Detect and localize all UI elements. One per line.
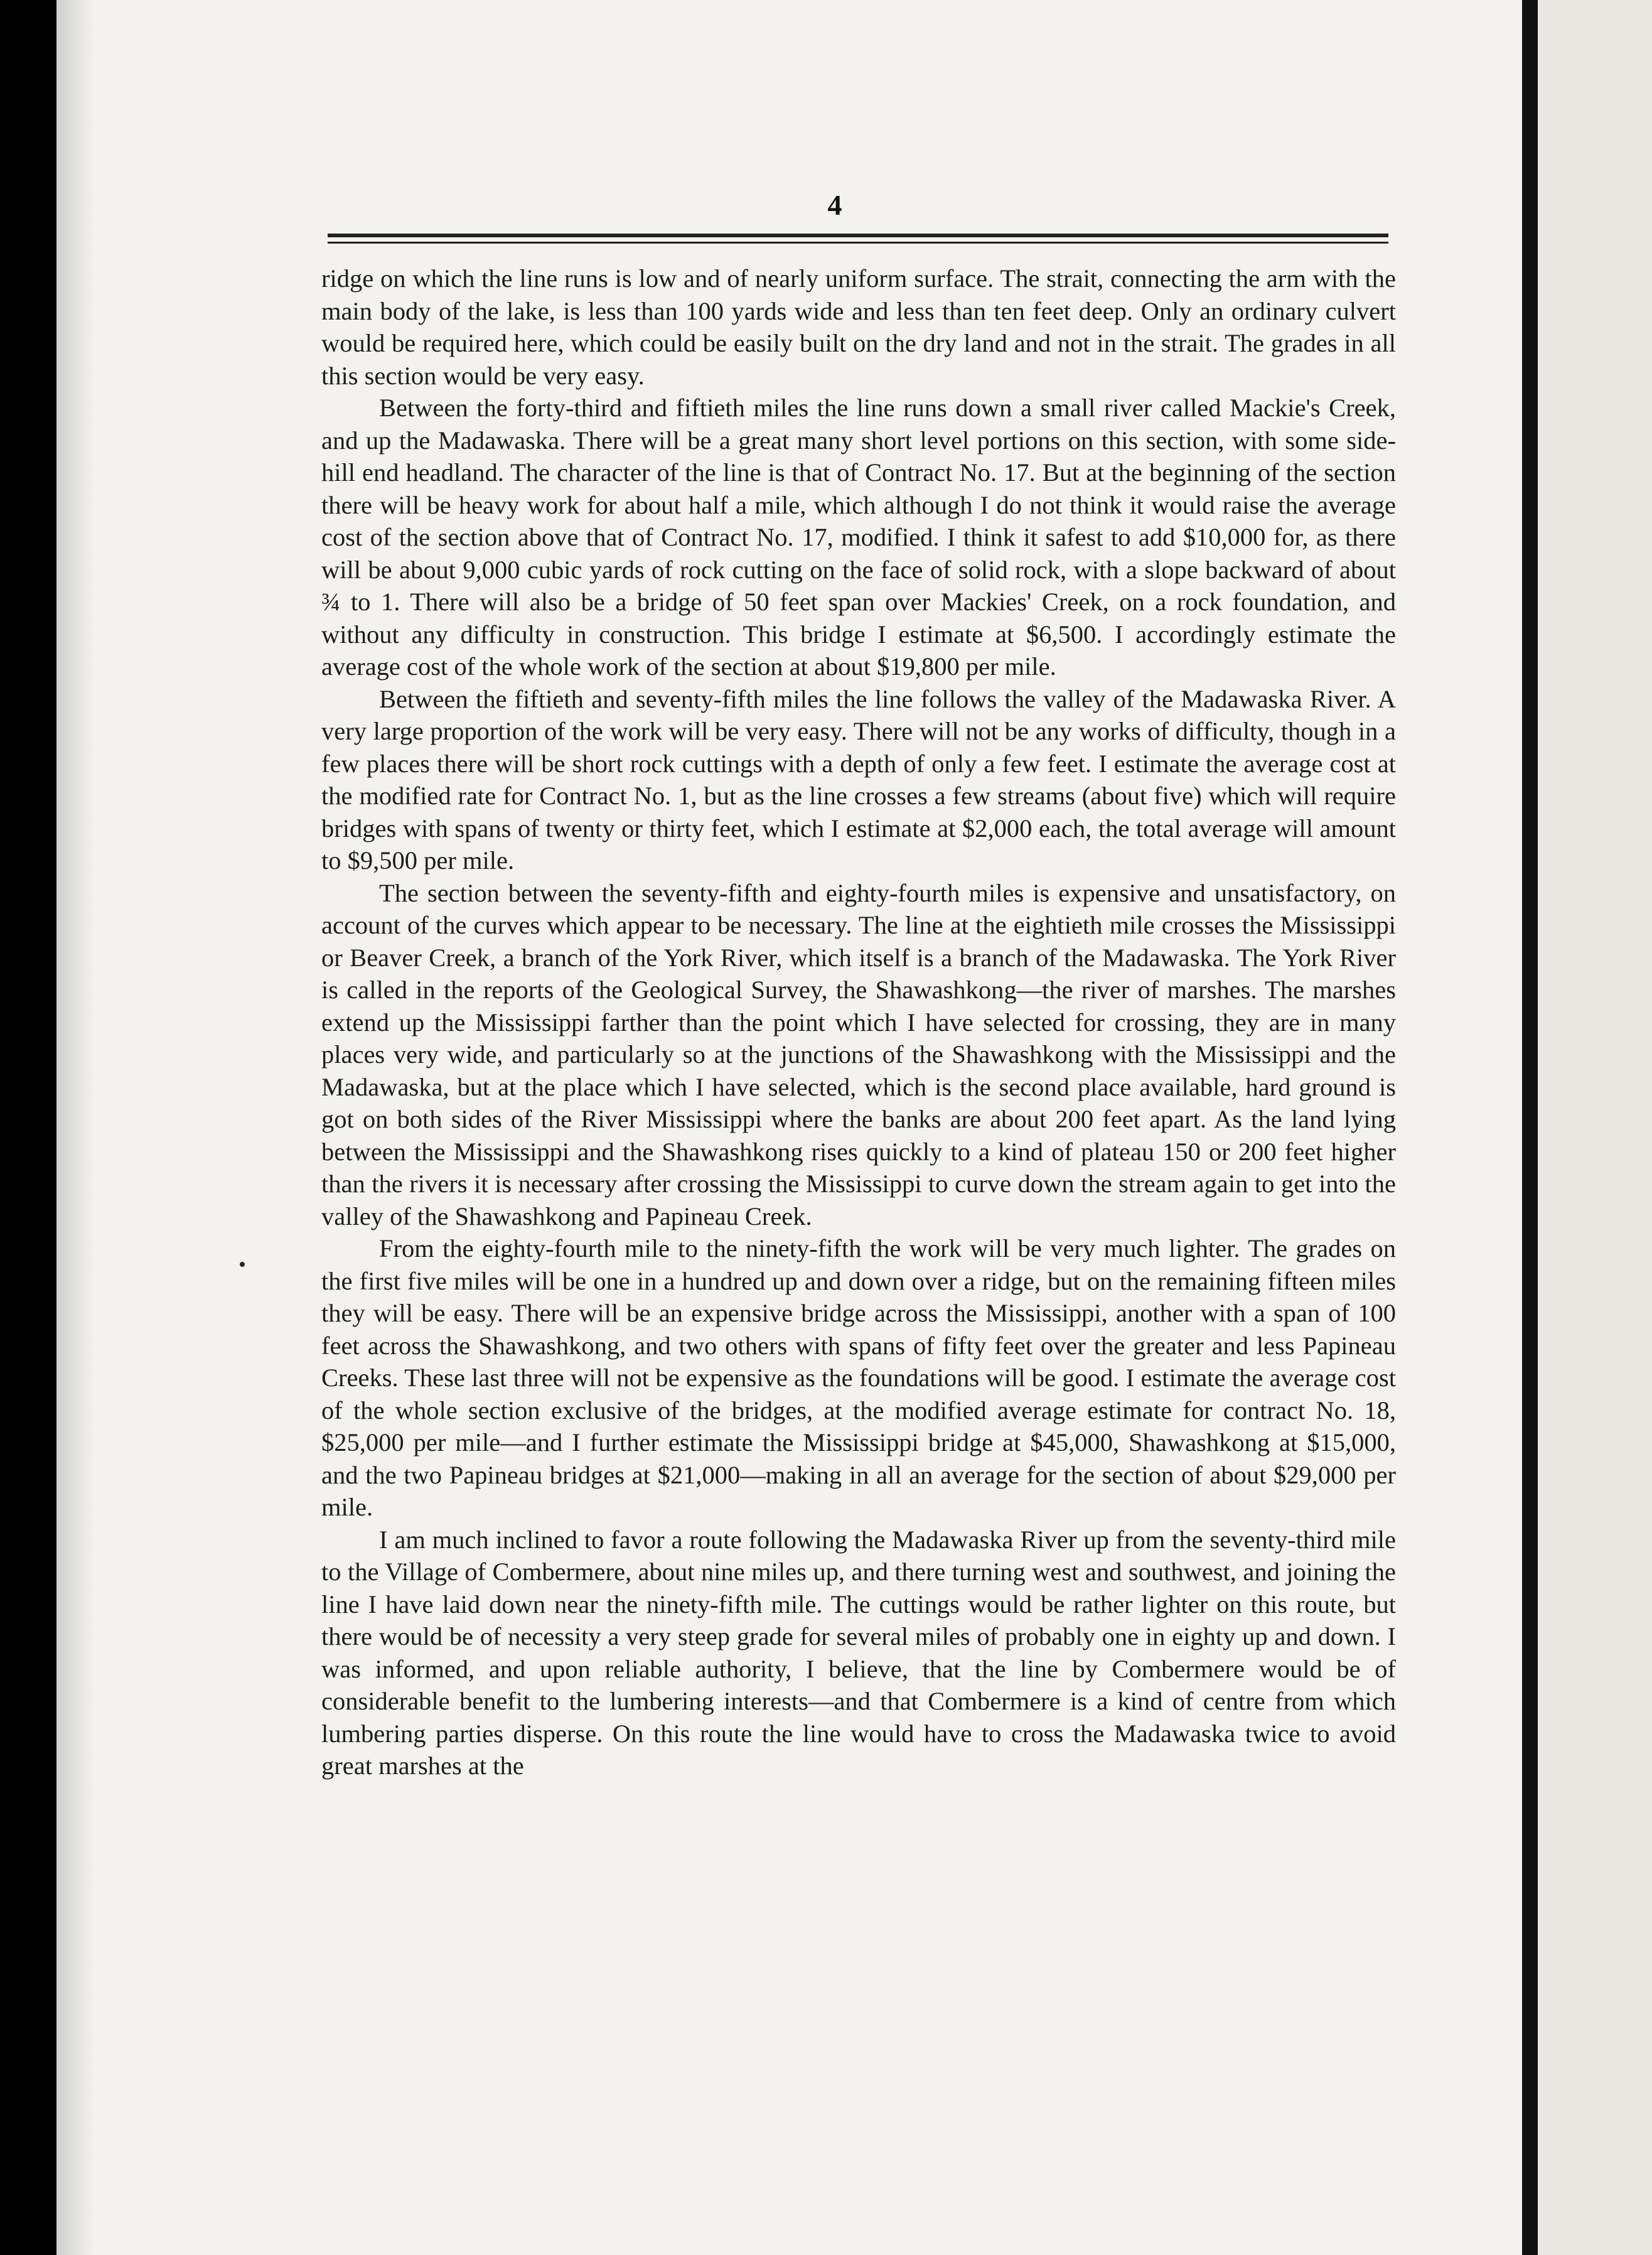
header-rule xyxy=(328,234,1388,244)
next-page-edge xyxy=(1538,0,1652,2255)
body-text xyxy=(321,262,1396,2196)
page-edge-shadow xyxy=(56,0,94,2255)
paragraph-6: I am much inclined to favor a route following the Madawaska River up from the seventy-third mile to the Village of Combermere, about nine miles up, and there turning west and southwest, and joining the line I have laid down near the ninety-fifth mile. The cuttings would be rather lighter on this route, but there would be of necessity a very steep grade for several miles of probably one in eighty up and down. I was informed, and upon reliable authority, I believe, that the line by Combermere would be of considerable benefit to the lumbering interests—and that Combermere is a kind of centre from which lumbering parties disperse. On this route the line would have to cross the Madawaska twice to avoid great marshes at the xyxy=(321,1525,1396,1780)
paragraph-2: Between the forty-third and fiftieth miles the line runs down a small river called Mackie's Creek, and up the Madawaska. There will be a great many short level portions on this section, with some side-hill end headland. The character of the line is that of Contract No. 17. But at the beginning of the section there will be heavy work for about half a mile, which although I do not think it would raise the average cost of the section above that of Contract No. 17, modified. I think it safest to add $10,000 for, as there will be about 9,000 cubic yards of rock cutting on the face of solid rock, with a slope backward of about ¾ to 1. There will also be a bridge of 50 feet span over Mackies' Creek, on a rock foundation, and without any difficulty in construction. This bridge I estimate at $6,500. I accordingly estimate the average cost of the whole work of the section at about $19,800 per mile. xyxy=(321,394,1396,681)
page-number: 4 xyxy=(827,189,842,221)
ink-speck xyxy=(240,1262,245,1267)
paragraph-4: The section between the seventy-fifth and eighty-fourth miles is expensive and unsatisfactory, on account of the curves which appear to be necessary. The line at the eightieth mile crosses the Mississippi or Beaver Creek, a branch of the York River, which itself is a branch of the Madawaska. The York River is called in the reports of the Geological Survey, the Shawashkong—the river of marshes. The marshes extend up the Mississippi farther than the point which I have selected for crossing, they are in many places very wide, and particularly so at the junctions of the Shawashkong with the Mississippi and the Madawaska, but at the place which I have selected, which is the second place available, hard ground is got on both sides of the River Mississippi where the banks are about 200 feet apart. As the land lying between the Mississippi and the Shawashkong rises quickly to a kind of plateau 150 or 200 feet higher than the rivers it is necessary after crossing the Mississippi to curve down the stream again to get into the valley of the Shawashkong and Papineau Creek. xyxy=(321,878,1396,1230)
paragraph-3: Between the fiftieth and seventy-fifth miles the line follows the valley of the Madawaska River. A very large proportion of the work will be very easy. There will not be any works of difficulty, though in a few places there will be short rock cuttings with a depth of only a few feet. I estimate the average cost at the modified rate for Contract No. 1, but as the line crosses a few streams (about five) which will require bridges with spans of twenty or thirty feet, which I estimate at $2,000 each, the total average will amount to $9,500 per mile. xyxy=(321,684,1396,875)
binding-gutter xyxy=(1522,0,1538,2255)
paragraph-1: ridge on which the line runs is low and of nearly uniform surface. The strait, connecting the arm with the main body of the lake, is less than 100 yards wide and less than ten feet deep. Only an ordinary culvert would be required here, which could be easily built on the dry land and not in the strait. The grades in all this section would be very easy. xyxy=(321,264,1396,390)
paragraph-5: From the eighty-fourth mile to the ninety-fifth the work will be very much lighter. The grades on the first five miles will be one in a hundred up and down over a ridge, but on the remaining fifteen miles they will be easy. There will be an expensive bridge across the Mississippi, another with a span of 100 feet across the Shawashkong, and two others with spans of fifty feet over the greater and less Papineau Creeks. These last three will not be expensive as the foundations will be good. I estimate the average cost of the whole section exclusive of the bridges, at the modified average estimate for contract No. 18, $25,000 per mile—and I further estimate the Mississippi bridge at $45,000, Shawashkong at $15,000, and the two Papineau bridges at $21,000—making in all an average for the section of about $29,000 per mile. xyxy=(321,1234,1396,1521)
